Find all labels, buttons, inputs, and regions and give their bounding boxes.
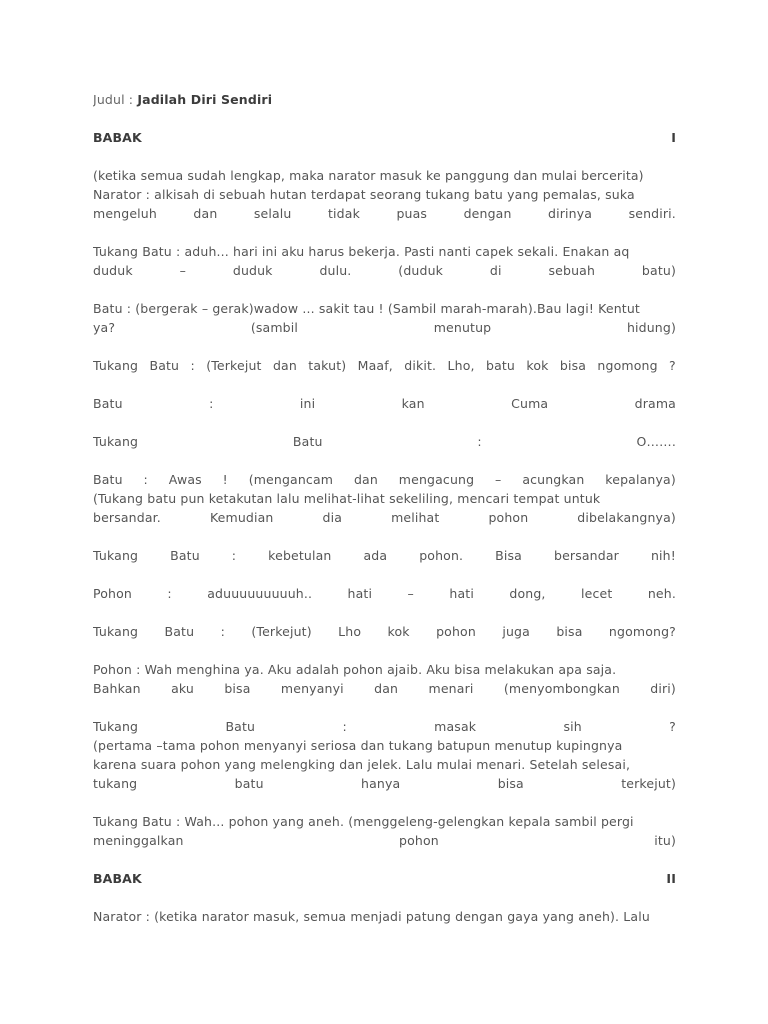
- word: sendiri.: [628, 206, 676, 221]
- paragraph-line: Tukang Batu : aduh... hari ini aku harus bekerja. Pasti nanti capek sekali. Enakan aq: [93, 244, 630, 259]
- babak-number: II: [666, 871, 676, 886]
- word: Lho,: [447, 358, 475, 373]
- word: ngomong: [597, 358, 658, 373]
- word: dikit.: [404, 358, 437, 373]
- paragraph-line: (Tukang batu pun ketakutan lalu melihat-lihat sekeliling, mencari tempat untuk: [93, 491, 601, 506]
- word: :: [190, 358, 195, 373]
- word: batu): [641, 263, 676, 278]
- word: Pohon: [93, 586, 132, 601]
- word: tukang: [93, 776, 138, 791]
- word: batu: [234, 776, 264, 791]
- word: juga: [502, 624, 530, 639]
- word: :: [220, 624, 225, 639]
- word: dibelakangnya): [577, 510, 676, 525]
- word: pohon: [398, 833, 439, 848]
- word: pohon: [488, 510, 529, 525]
- word: Tukang: [93, 624, 139, 639]
- paragraph-line: (ketika semua sudah lengkap, maka narator masuk ke panggung dan mulai bercerita): [93, 168, 644, 183]
- paragraph-line: Tukang Batu : Wah... pohon yang aneh. (menggeleng-gelengkan kepala sambil pergi: [93, 814, 634, 829]
- word: pohon.: [419, 548, 464, 563]
- word: bisa: [559, 358, 587, 373]
- word: kok: [387, 624, 410, 639]
- paragraph-line: Narator : (ketika narator masuk, semua menjadi patung dengan gaya yang aneh). Lalu: [93, 909, 650, 924]
- word: bisa: [224, 681, 251, 696]
- word: –: [179, 263, 186, 278]
- justified-line: [93, 679, 676, 698]
- paragraph-line: karena suara pohon yang melengking dan jelek. Lalu mulai menari. Setelah selesai,: [93, 757, 631, 772]
- word: kan: [401, 396, 425, 411]
- word: dan: [374, 681, 399, 696]
- justified-line: [93, 622, 676, 641]
- word: dia: [322, 510, 343, 525]
- word: hati: [347, 586, 373, 601]
- justified-line: [93, 470, 676, 489]
- justified-line: [93, 432, 676, 451]
- word: (mengancam: [248, 472, 334, 487]
- word: ya?: [93, 320, 116, 335]
- word: tidak: [328, 206, 360, 221]
- word: dulu.: [319, 263, 352, 278]
- word: Maaf,: [357, 358, 393, 373]
- word: mengacung: [398, 472, 475, 487]
- document-body: [93, 90, 676, 926]
- word: :: [209, 396, 214, 411]
- word: !: [222, 472, 228, 487]
- justified-line: [93, 318, 676, 337]
- word: Tukang: [93, 358, 139, 373]
- word: mengeluh: [93, 206, 157, 221]
- word: Tukang: [93, 719, 139, 734]
- word: drama: [634, 396, 676, 411]
- word: neh.: [647, 586, 676, 601]
- word: Batu: [292, 434, 323, 449]
- word: :: [231, 548, 237, 563]
- word: duduk: [232, 263, 273, 278]
- word: menari: [428, 681, 474, 696]
- word: masak: [434, 719, 477, 734]
- word: sebuah: [548, 263, 596, 278]
- justified-line: [93, 394, 676, 413]
- paragraph-line: Narator : alkisah di sebuah hutan terdapat seorang tukang batu yang pemalas, suka: [93, 187, 635, 202]
- word: batu: [485, 358, 516, 373]
- word: (Terkejut): [251, 624, 312, 639]
- word: ini: [299, 396, 316, 411]
- word: puas: [396, 206, 428, 221]
- paragraph-line: Pohon : Wah menghina ya. Aku adalah pohon ajaib. Aku bisa melakukan apa saja.: [93, 662, 617, 677]
- word: kok: [526, 358, 549, 373]
- word: Batu: [170, 548, 200, 563]
- word: acungkan: [522, 472, 585, 487]
- word: dan: [353, 472, 378, 487]
- word: (sambil: [250, 320, 299, 335]
- word: Tukang: [93, 548, 139, 563]
- word: hati: [449, 586, 474, 601]
- word: di: [489, 263, 502, 278]
- babak-number: I: [671, 130, 676, 145]
- word: :: [167, 586, 172, 601]
- word: dan: [272, 358, 297, 373]
- justified-line: [93, 546, 676, 565]
- word: dong,: [509, 586, 546, 601]
- word: sih: [563, 719, 582, 734]
- justified-line: [93, 831, 676, 850]
- word: O…….: [636, 434, 676, 449]
- word: (Terkejut: [206, 358, 262, 373]
- justified-line: [93, 584, 676, 603]
- word: ada: [363, 548, 388, 563]
- word: ?: [669, 358, 676, 373]
- word: menyanyi: [280, 681, 344, 696]
- word: ngomong?: [608, 624, 676, 639]
- word: –: [407, 586, 414, 601]
- word: lecet: [581, 586, 613, 601]
- word: (duduk: [398, 263, 444, 278]
- justified-line: [93, 204, 676, 223]
- word: melihat: [391, 510, 440, 525]
- word: Batu: [225, 719, 256, 734]
- word: takut): [308, 358, 347, 373]
- word: Tukang: [93, 434, 139, 449]
- babak-label: BABAK: [93, 871, 142, 886]
- babak-label: BABAK: [93, 130, 142, 145]
- word: hidung): [626, 320, 676, 335]
- word: Lho: [338, 624, 362, 639]
- word: menutup: [433, 320, 492, 335]
- justified-line: [93, 261, 676, 280]
- word: Bisa: [495, 548, 522, 563]
- word: (menyombongkan: [503, 681, 620, 696]
- word: duduk: [93, 263, 133, 278]
- word: terkejut): [621, 776, 676, 791]
- word: kebetulan: [268, 548, 332, 563]
- word: kepalanya): [605, 472, 676, 487]
- word: bisa: [497, 776, 524, 791]
- word: dan: [193, 206, 218, 221]
- word: :: [477, 434, 482, 449]
- word: Batu: [93, 396, 123, 411]
- paragraph-line: Batu : (bergerak – gerak)wadow ... sakit tau ! (Sambil marah-marah).Bau lagi! Kentut: [93, 301, 640, 316]
- word: Bahkan: [93, 681, 141, 696]
- word: bersandar.: [93, 510, 161, 525]
- word: selalu: [253, 206, 292, 221]
- word: –: [495, 472, 502, 487]
- word: Awas: [168, 472, 202, 487]
- title-label: Judul :: [93, 92, 134, 107]
- word: :: [143, 472, 148, 487]
- babak-2-heading: [93, 869, 676, 888]
- word: pohon: [436, 624, 476, 639]
- word: aduuuuuuuuuh..: [207, 586, 313, 601]
- word: ?: [669, 719, 676, 734]
- title-line: [93, 90, 676, 109]
- word: Kemudian: [209, 510, 274, 525]
- word: diri): [650, 681, 676, 696]
- word: dirinya: [548, 206, 593, 221]
- babak-1-heading: [93, 128, 676, 147]
- word: hanya: [361, 776, 401, 791]
- word: Batu: [164, 624, 195, 639]
- word: aku: [171, 681, 194, 696]
- word: :: [342, 719, 347, 734]
- word: itu): [654, 833, 676, 848]
- justified-line: [93, 356, 676, 375]
- word: dengan: [463, 206, 512, 221]
- word: nih!: [650, 548, 676, 563]
- paragraph-line: (pertama –tama pohon menyanyi seriosa dan tukang batupun menutup kupingnya: [93, 738, 623, 753]
- word: meninggalkan: [93, 833, 184, 848]
- word: bersandar: [554, 548, 619, 563]
- justified-line: [93, 508, 676, 527]
- justified-line: [93, 774, 676, 793]
- document-title: Jadilah Diri Sendiri: [137, 92, 273, 107]
- justified-line: [93, 717, 676, 736]
- word: bisa: [556, 624, 583, 639]
- word: Batu: [93, 472, 123, 487]
- word: Batu: [149, 358, 180, 373]
- word: Cuma: [511, 396, 549, 411]
